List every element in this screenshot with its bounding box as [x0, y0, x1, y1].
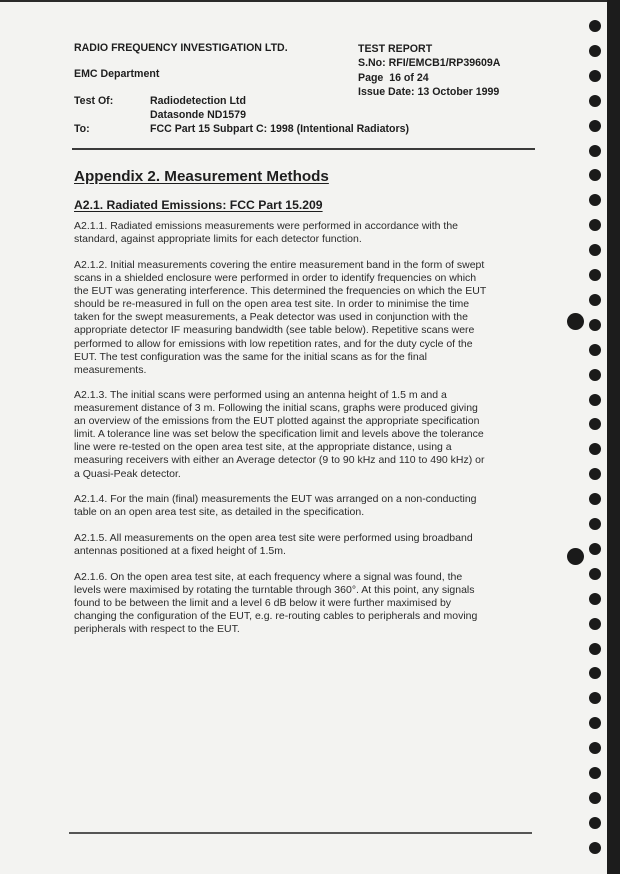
text-line: A2.1.5. All measurements on the open area test site were performed using broadband [74, 532, 473, 544]
punch-hole-icon [589, 394, 601, 406]
text-line: scans in a shielded enclosure were performed in order to identify frequencies on which [74, 272, 477, 285]
text-line: A2.1.1. Radiated emissions measurements were performed in accordance with the [74, 220, 459, 232]
text-line: measurement distance of 3 m. Following the initial scans, graphs were produced giving [74, 402, 478, 415]
text-line: table on an open area test site, as detailed in the specification. [74, 506, 365, 519]
to-value: FCC Part 15 Subpart C: 1998 (Intentional Radiators) [150, 123, 410, 135]
to-label: To: [74, 123, 90, 135]
punch-hole-icon [589, 792, 601, 804]
punch-hole-icon [589, 518, 601, 530]
punch-hole-icon [589, 468, 601, 480]
text-line: found to be between the limit and a level 6 dB below it were further maximised by [74, 597, 452, 610]
punch-hole-icon [589, 667, 601, 679]
report-title: TEST REPORT [358, 43, 433, 55]
punch-hole-icon [589, 95, 601, 107]
text-line: standard, against appropriate limits for each detector function. [74, 233, 362, 246]
text-line: an overview of the emissions from the EUT plotted against the appropriate specification [74, 415, 480, 428]
binder-hole-icon [567, 548, 584, 565]
test-of-line2: Datasonde ND1579 [150, 109, 246, 121]
header-divider [72, 148, 535, 150]
section-title: Appendix 2. Measurement Methods [74, 168, 329, 185]
punch-hole-icon [589, 344, 601, 356]
text-line: line were re-tested on the open area test site, at the appropriate distance, using a [74, 441, 452, 454]
text-line: peripherals with respect to the EUT. [74, 623, 240, 636]
text-line: antennas positioned at a fixed height of 1.5m. [74, 545, 286, 558]
text-line: measurements. [74, 363, 147, 376]
text-line: changing the configuration of the EUT, e.g. re-routing cables to peripherals and moving [74, 610, 478, 623]
punch-hole-icon [589, 45, 601, 57]
punch-hole-icon [589, 643, 601, 655]
punch-hole-icon [589, 269, 601, 281]
paragraph-a2-1-6 [74, 571, 536, 636]
text-line: A2.1.4. For the main (final) measurements the EUT was arranged on a non-conducting [74, 493, 477, 505]
punch-hole-icon [589, 593, 601, 605]
punch-hole-icon [589, 194, 601, 206]
punch-hole-icon [589, 244, 601, 256]
paragraph-a2-1-1 [74, 220, 536, 246]
punch-hole-icon [589, 145, 601, 157]
punch-hole-icon [589, 568, 601, 580]
text-line: measuring receivers with either an Average detector (9 to 90 kHz and 110 to 490 kHz) or [74, 454, 485, 467]
serial-number: S.No: RFI/EMCB1/RP39609A [358, 57, 501, 70]
punch-hole-icon [589, 493, 601, 505]
text-line: levels were maximised by rotating the turntable through 360°. At this point, any signals [74, 584, 475, 597]
punch-hole-icon [589, 817, 601, 829]
issue-date: Issue Date: 13 October 1999 [358, 85, 500, 98]
punch-hole-icon [589, 169, 601, 181]
punch-hole-icon [589, 443, 601, 455]
text-line: a Quasi-Peak detector. [74, 467, 181, 480]
punch-hole-icon [589, 120, 601, 132]
test-of-label: Test Of: [74, 95, 114, 107]
paragraph-a2-1-4 [74, 493, 536, 519]
punch-hole-icon [589, 294, 601, 306]
punch-hole-icon [589, 842, 601, 854]
binder-hole-icon [567, 313, 584, 330]
scan-top-edge [0, 0, 620, 2]
paragraph-a2-1-5 [74, 532, 536, 558]
page-number: Page 16 of 24 [358, 71, 429, 84]
text-line: appropriate detector IF measuring bandwidth (see table below). Repetitive scans were [74, 324, 475, 337]
punch-hole-icon [589, 369, 601, 381]
paragraph-a2-1-2 [74, 259, 536, 377]
punch-hole-icon [589, 717, 601, 729]
punch-hole-icon [589, 418, 601, 430]
punch-hole-icon [589, 618, 601, 630]
text-line: taken for the swept measurements, a Peak detector was used in conjunction with the [74, 311, 468, 324]
company-name: RADIO FREQUENCY INVESTIGATION LTD. [74, 42, 288, 54]
text-line: should be re-measured in full on the open area test site. In order to minimise the time [74, 298, 470, 311]
text-line: A2.1.6. On the open area test site, at each frequency where a signal was found, the [74, 571, 463, 583]
text-line: A2.1.2. Initial measurements covering the entire measurement band in the form of swept [74, 259, 485, 271]
paragraph-a2-1-3 [74, 389, 536, 481]
punch-hole-icon [589, 219, 601, 231]
punch-hole-icon [589, 742, 601, 754]
department: EMC Department [74, 68, 160, 80]
footer-divider [69, 832, 532, 834]
text-line: the EUT was generating interference. This determined the frequencies on which the EUT [74, 285, 487, 298]
text-line: A2.1.3. The initial scans were performed using an antenna height of 1.5 m and a [74, 389, 447, 401]
punch-hole-icon [589, 319, 601, 331]
text-line: limit. A tolerance line was set below the specification limit and levels above the tolerance [74, 428, 484, 441]
text-line: EUT. The test configuration was the same for the initial scans as for the final [74, 350, 427, 363]
punch-hole-icon [589, 70, 601, 82]
punch-hole-icon [589, 543, 601, 555]
section-subtitle: A2.1. Radiated Emissions: FCC Part 15.209 [74, 198, 323, 212]
report-meta [358, 42, 500, 99]
scan-right-edge [607, 0, 620, 874]
test-of-line1: Radiodetection Ltd [150, 95, 246, 107]
punch-hole-icon [589, 20, 601, 32]
text-line: performed to allow for emissions with low repetition rates, and for the duty cycle of the [74, 337, 473, 350]
punch-hole-icon [589, 767, 601, 779]
punch-hole-icon [589, 692, 601, 704]
